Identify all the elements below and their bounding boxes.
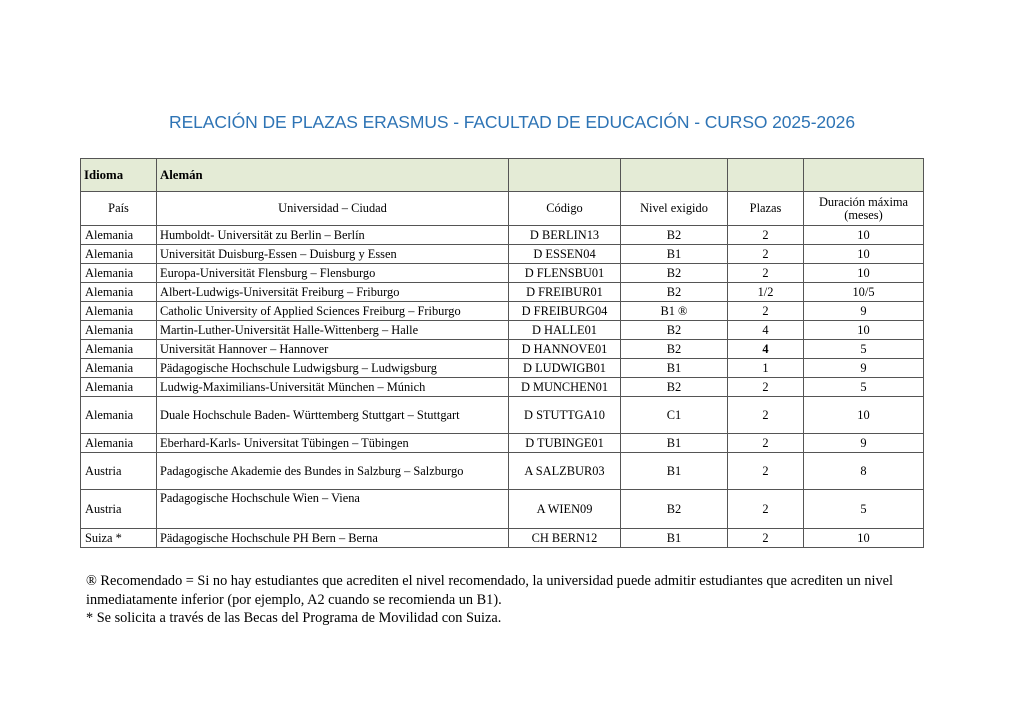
cell-level: B1 (621, 453, 728, 490)
cell-university: Eberhard-Karls- Universitat Tübingen – Tübingen (157, 434, 509, 453)
cell-duration: 10 (804, 245, 924, 264)
cell-duration: 10 (804, 397, 924, 434)
cell-places: 4 (728, 321, 804, 340)
language-value: Alemán (157, 159, 509, 192)
cell-places: 2 (728, 529, 804, 548)
cell-country: Alemania (81, 378, 157, 397)
cell-duration: 10 (804, 264, 924, 283)
cell-places: 1 (728, 359, 804, 378)
cell-level: B2 (621, 321, 728, 340)
erasmus-places-table (80, 158, 924, 548)
cell-country: Suiza * (81, 529, 157, 548)
cell-level: C1 (621, 397, 728, 434)
header-duration: Duración máxima (meses) (804, 192, 924, 226)
cell-code: D STUTTGA10 (509, 397, 621, 434)
cell-level: B1 (621, 529, 728, 548)
cell-places: 2 (728, 245, 804, 264)
cell-country: Alemania (81, 283, 157, 302)
cell-country: Alemania (81, 245, 157, 264)
cell-code: A SALZBUR03 (509, 453, 621, 490)
header-places: Plazas (728, 192, 804, 226)
cell-country: Austria (81, 453, 157, 490)
cell-country: Alemania (81, 340, 157, 359)
cell-code: CH BERN12 (509, 529, 621, 548)
cell-duration: 9 (804, 359, 924, 378)
cell-places: 2 (728, 453, 804, 490)
cell-country: Austria (81, 490, 157, 529)
cell-code: D ESSEN04 (509, 245, 621, 264)
cell-level: B1 (621, 245, 728, 264)
table-row (81, 245, 924, 264)
cell-university: Padagogische Hochschule Wien – Viena (157, 490, 509, 529)
cell-level: B2 (621, 340, 728, 359)
table-row (81, 397, 924, 434)
footnote-switzerland: * Se solicita a través de las Becas del Programa de Movilidad con Suiza. (86, 610, 502, 626)
table-row (81, 378, 924, 397)
cell-university: Humboldt- Universität zu Berlin – Berlín (157, 226, 509, 245)
cell-code: D BERLIN13 (509, 226, 621, 245)
cell-level: B1 ® (621, 302, 728, 321)
cell-code: D HALLE01 (509, 321, 621, 340)
cell-duration: 5 (804, 340, 924, 359)
table-row (81, 226, 924, 245)
cell-duration: 9 (804, 302, 924, 321)
footnotes (86, 572, 946, 628)
cell-duration: 10 (804, 226, 924, 245)
cell-places: 4 (728, 340, 804, 359)
cell-level: B2 (621, 490, 728, 529)
header-university: Universidad – Ciudad (157, 192, 509, 226)
cell-university: Padagogische Akademie des Bundes in Salzburg – Salzburgo (157, 453, 509, 490)
cell-places: 1/2 (728, 283, 804, 302)
cell-duration: 8 (804, 453, 924, 490)
header-country: País (81, 192, 157, 226)
table-row (81, 490, 924, 529)
table-row (81, 434, 924, 453)
page-title: RELACIÓN DE PLAZAS ERASMUS - FACULTAD DE EDUCACIÓN - CURSO 2025-2026 (169, 112, 855, 132)
cell-country: Alemania (81, 434, 157, 453)
cell-code: A WIEN09 (509, 490, 621, 529)
header-row (81, 192, 924, 226)
cell-country: Alemania (81, 359, 157, 378)
cell-code: D TUBINGE01 (509, 434, 621, 453)
table-row (81, 453, 924, 490)
cell-duration: 5 (804, 490, 924, 529)
table-row (81, 529, 924, 548)
table-row (81, 283, 924, 302)
cell-university: Universität Duisburg-Essen – Duisburg y Essen (157, 245, 509, 264)
cell-country: Alemania (81, 397, 157, 434)
cell-places: 2 (728, 434, 804, 453)
cell-university: Pädagogische Hochschule Ludwigsburg – Ludwigsburg (157, 359, 509, 378)
cell-university: Catholic University of Applied Sciences Freiburg – Friburgo (157, 302, 509, 321)
cell-code: D HANNOVE01 (509, 340, 621, 359)
cell-level: B2 (621, 378, 728, 397)
cell-duration: 9 (804, 434, 924, 453)
cell-code: D MUNCHEN01 (509, 378, 621, 397)
cell-places: 2 (728, 490, 804, 529)
cell-code: D LUDWIGB01 (509, 359, 621, 378)
cell-code: D FLENSBU01 (509, 264, 621, 283)
cell-country: Alemania (81, 226, 157, 245)
header-level: Nivel exigido (621, 192, 728, 226)
cell-places: 2 (728, 264, 804, 283)
table-row (81, 302, 924, 321)
cell-duration: 10/5 (804, 283, 924, 302)
cell-places: 2 (728, 378, 804, 397)
cell-places: 2 (728, 397, 804, 434)
cell-country: Alemania (81, 302, 157, 321)
cell-university: Europa-Universität Flensburg – Flensburgo (157, 264, 509, 283)
cell-university: Albert-Ludwigs-Universität Freiburg – Friburgo (157, 283, 509, 302)
cell-code: D FREIBUR01 (509, 283, 621, 302)
cell-level: B2 (621, 226, 728, 245)
language-row (81, 159, 924, 192)
cell-level: B2 (621, 283, 728, 302)
table-row (81, 340, 924, 359)
header-code: Código (509, 192, 621, 226)
cell-level: B1 (621, 359, 728, 378)
cell-duration: 10 (804, 529, 924, 548)
table-row (81, 321, 924, 340)
cell-duration: 10 (804, 321, 924, 340)
cell-country: Alemania (81, 264, 157, 283)
cell-level: B1 (621, 434, 728, 453)
cell-code: D FREIBURG04 (509, 302, 621, 321)
cell-university: Duale Hochschule Baden- Württemberg Stuttgart – Stuttgart (157, 397, 509, 434)
cell-university: Ludwig-Maximilians-Universität München – Múnich (157, 378, 509, 397)
cell-level: B2 (621, 264, 728, 283)
cell-university: Universität Hannover – Hannover (157, 340, 509, 359)
cell-university: Martin-Luther-Universität Halle-Wittenberg – Halle (157, 321, 509, 340)
table-row (81, 359, 924, 378)
table-row (81, 264, 924, 283)
cell-country: Alemania (81, 321, 157, 340)
language-label: Idioma (81, 159, 157, 192)
cell-places: 2 (728, 226, 804, 245)
cell-duration: 5 (804, 378, 924, 397)
cell-university: Pädagogische Hochschule PH Bern – Berna (157, 529, 509, 548)
footnote-recommended: ® Recomendado = Si no hay estudiantes que acrediten el nivel recomendado, la universidad puede admitir estudiantes que acrediten un nivel inmediatamente inferior (por ejemplo, A2 cuando se recomienda un B1). (86, 573, 893, 608)
cell-places: 2 (728, 302, 804, 321)
